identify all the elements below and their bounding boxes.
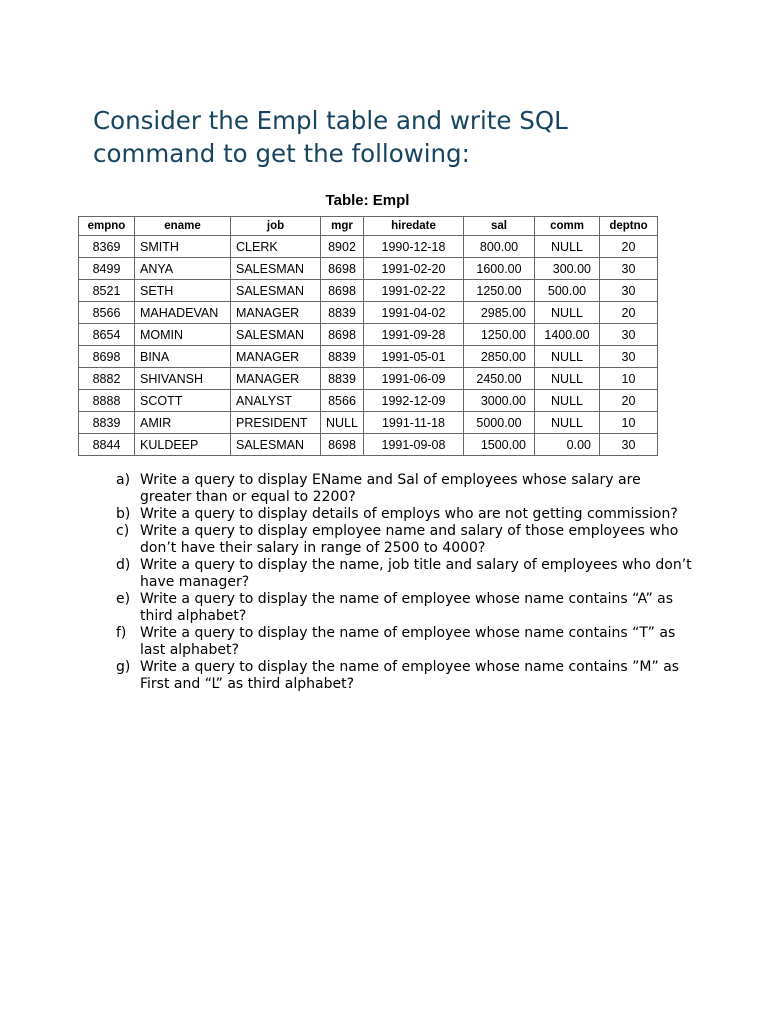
column-header-deptno: deptno [600, 217, 658, 236]
cell-ename: AMIR [135, 412, 231, 434]
cell-deptno: 30 [600, 258, 658, 280]
question-marker: b) [116, 506, 131, 522]
cell-ename: KULDEEP [135, 434, 231, 456]
table-row [79, 280, 658, 302]
cell-hiredate: 1991-09-28 [364, 324, 464, 346]
cell-deptno: 30 [600, 434, 658, 456]
cell-empno: 8839 [79, 412, 135, 434]
question-list [112, 472, 692, 693]
table-row [79, 390, 658, 412]
cell-job: MANAGER [231, 346, 321, 368]
cell-hiredate: 1991-05-01 [364, 346, 464, 368]
cell-job: PRESIDENT [231, 412, 321, 434]
question-item [112, 523, 692, 557]
cell-deptno: 30 [600, 346, 658, 368]
cell-empno: 8844 [79, 434, 135, 456]
cell-comm: NULL [535, 390, 600, 412]
cell-comm: NULL [535, 346, 600, 368]
question-text: Write a query to display EName and Sal of employees whose salary are greater than or equal to 2200? [140, 472, 641, 505]
cell-deptno: 20 [600, 302, 658, 324]
cell-ename: SETH [135, 280, 231, 302]
column-header-sal: sal [464, 217, 535, 236]
question-item [112, 506, 692, 523]
cell-sal: 2850.00 [464, 346, 535, 368]
cell-hiredate: 1991-02-20 [364, 258, 464, 280]
cell-hiredate: 1990-12-18 [364, 236, 464, 258]
cell-ename: SMITH [135, 236, 231, 258]
cell-sal: 800.00 [464, 236, 535, 258]
table-row [79, 324, 658, 346]
cell-hiredate: 1991-02-22 [364, 280, 464, 302]
cell-deptno: 30 [600, 280, 658, 302]
cell-job: SALESMAN [231, 280, 321, 302]
cell-mgr: 8902 [321, 236, 364, 258]
question-item [112, 591, 692, 625]
column-header-hiredate: hiredate [364, 217, 464, 236]
cell-job: SALESMAN [231, 258, 321, 280]
cell-mgr: NULL [321, 412, 364, 434]
cell-empno: 8369 [79, 236, 135, 258]
table-row [79, 434, 658, 456]
cell-mgr: 8698 [321, 280, 364, 302]
cell-mgr: 8839 [321, 302, 364, 324]
cell-deptno: 10 [600, 412, 658, 434]
cell-hiredate: 1991-06-09 [364, 368, 464, 390]
page-heading-line-2: command to get the following: [93, 139, 470, 168]
cell-comm: 0.00 [535, 434, 600, 456]
cell-mgr: 8839 [321, 346, 364, 368]
table-body [79, 236, 658, 456]
cell-hiredate: 1991-11-18 [364, 412, 464, 434]
cell-sal: 1500.00 [464, 434, 535, 456]
cell-job: SALESMAN [231, 434, 321, 456]
cell-empno: 8888 [79, 390, 135, 412]
cell-deptno: 10 [600, 368, 658, 390]
cell-comm: NULL [535, 368, 600, 390]
question-item [112, 557, 692, 591]
cell-sal: 5000.00 [464, 412, 535, 434]
table-caption: Table: Empl [325, 192, 410, 209]
cell-empno: 8654 [79, 324, 135, 346]
cell-comm: 500.00 [535, 280, 600, 302]
table-row [79, 258, 658, 280]
cell-ename: SCOTT [135, 390, 231, 412]
cell-sal: 1600.00 [464, 258, 535, 280]
cell-comm: NULL [535, 412, 600, 434]
cell-mgr: 8698 [321, 324, 364, 346]
question-marker: g) [116, 659, 131, 675]
column-header-comm: comm [535, 217, 600, 236]
cell-job: CLERK [231, 236, 321, 258]
question-item [112, 659, 692, 693]
cell-job: MANAGER [231, 368, 321, 390]
cell-mgr: 8698 [321, 434, 364, 456]
cell-hiredate: 1991-04-02 [364, 302, 464, 324]
cell-job: MANAGER [231, 302, 321, 324]
table-header [79, 217, 658, 236]
cell-empno: 8882 [79, 368, 135, 390]
cell-sal: 3000.00 [464, 390, 535, 412]
cell-sal: 1250.00 [464, 280, 535, 302]
cell-mgr: 8566 [321, 390, 364, 412]
table-row [79, 236, 658, 258]
question-text: Write a query to display employee name and salary of those employees who don’t have their salary in range of 2500 to 4000? [140, 523, 679, 556]
cell-comm: NULL [535, 302, 600, 324]
cell-ename: BINA [135, 346, 231, 368]
column-header-empno: empno [79, 217, 135, 236]
cell-deptno: 20 [600, 236, 658, 258]
table-header-row [79, 217, 658, 236]
cell-job: ANALYST [231, 390, 321, 412]
table-row [79, 302, 658, 324]
column-header-job: job [231, 217, 321, 236]
cell-hiredate: 1992-12-09 [364, 390, 464, 412]
question-marker: c) [116, 523, 130, 539]
cell-ename: MAHADEVAN [135, 302, 231, 324]
question-item [112, 625, 692, 659]
question-marker: a) [116, 472, 131, 488]
cell-empno: 8566 [79, 302, 135, 324]
question-text: Write a query to display details of employs who are not getting commission? [140, 506, 678, 522]
table-row [79, 412, 658, 434]
table-row [79, 346, 658, 368]
cell-empno: 8698 [79, 346, 135, 368]
cell-ename: SHIVANSH [135, 368, 231, 390]
empl-table [78, 216, 658, 456]
question-marker: d) [116, 557, 131, 573]
column-header-mgr: mgr [321, 217, 364, 236]
cell-sal: 2985.00 [464, 302, 535, 324]
table-row [79, 368, 658, 390]
cell-ename: ANYA [135, 258, 231, 280]
question-marker: e) [116, 591, 131, 607]
question-text: Write a query to display the name, job title and salary of employees who don’t have manager? [140, 557, 692, 590]
cell-empno: 8499 [79, 258, 135, 280]
question-text: Write a query to display the name of employee whose name contains “A” as third alphabet? [140, 591, 674, 624]
cell-hiredate: 1991-09-08 [364, 434, 464, 456]
question-text: Write a query to display the name of employee whose name contains ”M” as First and “L” as third alphabet? [140, 659, 680, 692]
question-text: Write a query to display the name of employee whose name contains “T” as last alphabet? [140, 625, 676, 658]
page-heading-line-1: Consider the Empl table and write SQL [93, 106, 568, 135]
cell-empno: 8521 [79, 280, 135, 302]
cell-comm: 1400.00 [535, 324, 600, 346]
cell-comm: NULL [535, 236, 600, 258]
cell-comm: 300.00 [535, 258, 600, 280]
column-header-ename: ename [135, 217, 231, 236]
cell-job: SALESMAN [231, 324, 321, 346]
cell-ename: MOMIN [135, 324, 231, 346]
cell-mgr: 8698 [321, 258, 364, 280]
cell-deptno: 20 [600, 390, 658, 412]
cell-sal: 2450.00 [464, 368, 535, 390]
cell-deptno: 30 [600, 324, 658, 346]
question-item [112, 472, 692, 506]
question-marker: f) [116, 625, 127, 641]
cell-sal: 1250.00 [464, 324, 535, 346]
cell-mgr: 8839 [321, 368, 364, 390]
page-heading [93, 104, 713, 170]
